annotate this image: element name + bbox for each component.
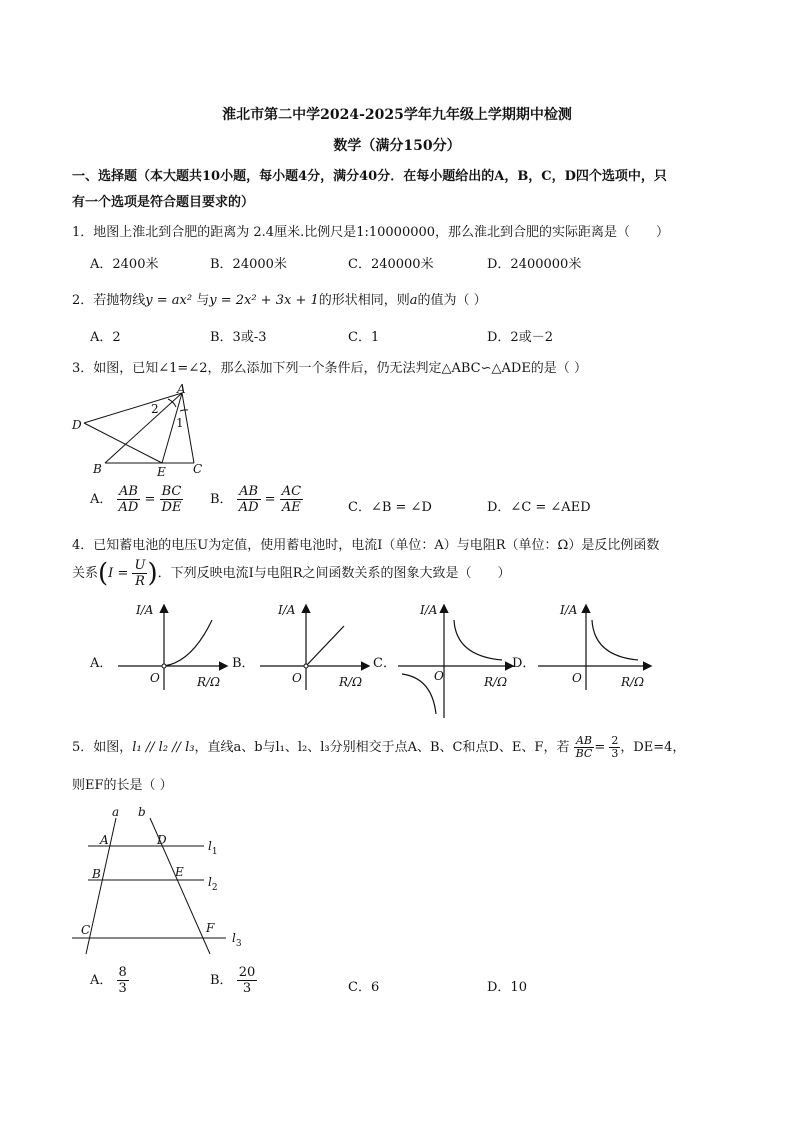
- q2-option-c: C．1: [348, 330, 380, 345]
- exam-subtitle: 数学（满分150分）: [333, 138, 461, 154]
- q5-option-a: [90, 965, 129, 996]
- question-5-line1: [72, 735, 685, 760]
- q1-option-c: C．240000米: [348, 257, 434, 272]
- q4-formula-numerator: U: [134, 558, 146, 573]
- q3-a-denominator-1: AD: [118, 500, 139, 515]
- q4a-y-label: I/A: [136, 603, 154, 617]
- section-heading-line2: 有一个选项是符合题目要求的）: [72, 195, 255, 210]
- q3-angle-1: 1: [176, 416, 184, 430]
- q4b-y-label: I/A: [278, 603, 296, 617]
- q5-l1-sub: 1: [211, 847, 218, 857]
- q5-text-c: ，DE=4，: [620, 740, 686, 755]
- q4d-y-label: I/A: [560, 603, 578, 617]
- q2-option-d: D．2或－2: [487, 330, 553, 345]
- q3-triangle-figure: [68, 383, 218, 479]
- q5-b-denominator: 3: [242, 981, 252, 996]
- q3-option-d: D．∠C = ∠AED: [487, 500, 591, 515]
- question-4-line1: 4．已知蓄电池的电压U为定值，使用蓄电池时，电流I（单位：A）与电阻R（单位：Ω）是反比例函数: [72, 538, 660, 553]
- q5-b-numerator: 20: [238, 965, 256, 980]
- q5-label-l1: [208, 839, 218, 857]
- q5-label-point-e: E: [175, 865, 184, 879]
- q5-text-b: ，直线a、b与l₁、l₂、l₃分别相交于点A、B、C和点D、E、F，若: [194, 740, 570, 755]
- q2-text-d: 的值为（ ）: [417, 293, 487, 308]
- q4c-x-label: R/Ω: [484, 675, 508, 689]
- q3-b-numerator-2: AC: [281, 484, 302, 499]
- q5-equals: =: [594, 740, 606, 755]
- q5-label-point-b: B: [92, 867, 101, 881]
- q4d-origin: O: [572, 671, 582, 685]
- q4-formula-denominator: R: [135, 574, 145, 589]
- q5-option-d: D．10: [487, 980, 527, 995]
- q3-option-c: C．∠B = ∠D: [348, 500, 432, 515]
- q2-text-b: 与: [196, 293, 210, 308]
- q2-text-a: 2．若抛物线: [72, 293, 146, 308]
- q1-option-d: D．2400000米: [487, 257, 582, 272]
- q4-graph-d: [534, 598, 654, 694]
- q4-formula-lhs: I =: [108, 566, 129, 581]
- q5-l3-letter: l: [232, 931, 236, 945]
- q5-option-b: [210, 965, 257, 996]
- q3-a-denominator-2: DE: [161, 500, 182, 515]
- q3-b-denominator-2: AE: [281, 500, 301, 515]
- q4-graph-b: [254, 598, 374, 694]
- q4b-x-label: R/Ω: [339, 675, 363, 689]
- q4-graph-c: [394, 598, 516, 722]
- q2-var: a: [409, 293, 418, 308]
- q3-option-a-label: A．: [90, 492, 113, 507]
- question-1-text: 1．地图上淮北到合肥的距离为 2.4厘米.比例尺是1:10000000，那么淮北到合肥的实际距离是（ ）: [72, 225, 670, 240]
- q2-option-b: B．3或-3: [210, 330, 267, 345]
- q3-option-b: B． $\frac{AB}{AD}$ = $\frac{AC}{AE}$: [210, 484, 302, 515]
- q5-option-b-label: B．: [210, 973, 233, 988]
- q5-parallel-expr: l₁ // l₂ // l₃: [132, 740, 195, 755]
- question-3-text: 3．如图，已知∠1=∠2，那么添加下列一个条件后，仍无法判定△ABC∽△ADE的是（ ）: [72, 361, 587, 376]
- q5-label-l2: [208, 875, 218, 893]
- section-heading-line1: 一、选择题（本大题共10小题，每小题4分，满分40分．在每小题给出的A，B，C，D四个选项中，只: [72, 169, 667, 184]
- q2-text-c: 的形状相同，则: [318, 293, 410, 308]
- q3-label-b: B: [93, 462, 102, 476]
- q5-l2-letter: l: [208, 875, 212, 889]
- q4-option-a-label: A．: [90, 656, 113, 671]
- q5-a-numerator: 8: [118, 965, 127, 980]
- q5-value-numerator: 2: [611, 734, 619, 747]
- q4c-origin: O: [434, 669, 444, 683]
- exam-title: 淮北市第二中学2024-2025学年九年级上学期期中检测: [222, 107, 572, 123]
- q3-a-numerator-2: BC: [160, 484, 184, 500]
- q5-a-denominator: 3: [118, 981, 127, 996]
- q5-option-a-label: A．: [90, 973, 113, 988]
- q5-parallel-lines-figure: [68, 804, 258, 964]
- q2-expr-2: y = 2x² + 3x + 1: [209, 293, 319, 308]
- q5-label-point-a: A: [100, 833, 109, 847]
- q3-option-a: A． $\frac{AB}{AD}$ = $\frac{BC}{DE}$: [90, 484, 182, 515]
- q4b-origin: O: [292, 671, 302, 685]
- q2-option-a: A．2: [90, 330, 121, 345]
- q3-label-d: D: [72, 418, 82, 432]
- q5-value-denominator: 3: [611, 747, 619, 760]
- q4a-x-label: R/Ω: [197, 675, 221, 689]
- q4-option-d-label: D．: [512, 656, 536, 671]
- q5-l3-sub: 3: [235, 939, 242, 949]
- q5-ratio-numerator: AB: [574, 735, 595, 748]
- question-4-line2: 关系(I = $\frac{U}{R}$ )．下列反映电流I与电阻R之间函数关系的图象大致是（ ）: [72, 558, 511, 589]
- q4-text-a: 关系: [72, 566, 99, 581]
- q4-option-b-label: B．: [232, 656, 255, 671]
- q1-option-b: B．24000米: [210, 257, 287, 272]
- q3-label-a: A: [177, 383, 186, 396]
- q5-label-l3: [232, 931, 242, 949]
- q5-text-a: 5．如图，: [72, 740, 133, 755]
- q3-b-denominator-1: AD: [238, 500, 259, 515]
- q5-label-point-d: D: [157, 833, 167, 847]
- q4a-origin: O: [150, 671, 160, 685]
- q5-label-line-b: b: [138, 805, 146, 819]
- q4d-x-label: R/Ω: [621, 675, 645, 689]
- q5-l1-letter: l: [208, 839, 212, 853]
- q5-ratio-denominator: BC: [575, 747, 593, 760]
- q5-label-point-c: C: [81, 923, 91, 937]
- q5-label-line-a: a: [112, 805, 120, 819]
- question-2-text: [72, 289, 487, 308]
- q3-a-numerator-1: AB: [117, 484, 141, 500]
- q3-label-c: C: [193, 462, 203, 476]
- q4c-y-label: I/A: [420, 603, 438, 617]
- q2-expr-1: y = ax²: [145, 293, 197, 308]
- question-5-line2: 则EF的长是（ ）: [72, 778, 173, 793]
- q4-option-c-label: C．: [373, 656, 396, 671]
- q3-angle-2: 2: [151, 402, 159, 416]
- q5-option-c: C．6: [348, 980, 380, 995]
- q4-text-b: ．下列反映电流I与电阻R之间函数关系的图象大致是（ ）: [157, 566, 511, 581]
- q4-graph-a: [112, 598, 232, 694]
- q1-option-a: A．2400米: [90, 257, 159, 272]
- q5-label-point-f: F: [206, 921, 215, 935]
- q3-b-numerator-1: AB: [237, 484, 261, 500]
- q3-label-e: E: [157, 465, 166, 479]
- q5-l2-sub: 2: [211, 883, 218, 893]
- q3-option-b-label: B．: [210, 492, 233, 507]
